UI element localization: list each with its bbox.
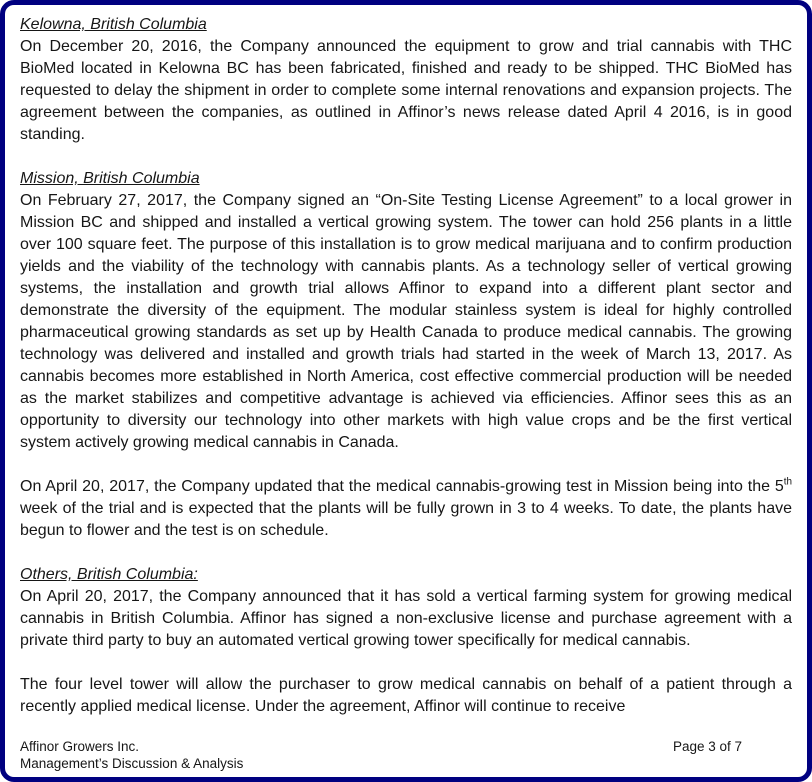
superscript-ordinal: th	[783, 476, 792, 488]
section-mission	[20, 168, 792, 542]
paragraph-mission-2	[20, 476, 792, 542]
page-footer	[20, 734, 792, 772]
paragraph-others-1: On April 20, 2017, the Company announced that it has sold a vertical farming system for growing medical cannabis in British Columbia. Affinor has signed a non-exclusive license and purchase agreement with a private third party to buy an automated vertical growing tower specifically for medical cannabis.	[20, 588, 792, 649]
heading-mission: Mission, British Columbia	[20, 170, 200, 187]
paragraph-others-2: The four level tower will allow the purchaser to grow medical cannabis on behalf of a patient through a recently applied medical license. Under the agreement, Affinor will continue to receive	[20, 676, 792, 715]
footer-document-title: Management’s Discussion & Analysis	[20, 756, 244, 771]
footer-company-name: Affinor Growers Inc.	[20, 739, 140, 754]
heading-kelowna: Kelowna, British Columbia	[20, 16, 207, 33]
document-content	[20, 14, 792, 734]
footer-left	[20, 738, 243, 772]
heading-others: Others, British Columbia:	[20, 566, 198, 583]
paragraph-mission-2-post: week of the trial and is expected that the plants will be fully grown in 3 to 4 weeks. To date, the plants have begun to flower and the test is on schedule.	[20, 500, 792, 539]
footer-page-number: Page 3 of 7	[672, 739, 742, 754]
paragraph-kelowna: On December 20, 2016, the Company announced the equipment to grow and trial cannabis with THC BioMed located in Kelowna BC has been fabricated, finished and ready to be shipped. THC BioMed has requested to delay the shipment in order to complete some internal renovations and expansion projects. The agreement between the companies, as outlined in Affinor’s news release dated April 4 2016, is in good standing.	[20, 38, 792, 143]
section-others	[20, 564, 792, 718]
section-kelowna	[20, 14, 792, 146]
paragraph-mission-2-pre: On April 20, 2017, the Company updated that the medical cannabis-growing test in Mission being into the 5	[20, 478, 784, 495]
paragraph-mission-1: On February 27, 2017, the Company signed an “On-Site Testing License Agreement” to a local grower in Mission BC and shipped and installed a vertical growing system. The tower can hold 256 plants in a little over 100 square feet. The purpose of this installation is to grow medical marijuana and to confirm production yields and the viability of the technology with cannabis plants. As a technology seller of vertical growing systems, the installation and growth trial allows Affinor to expand into a different plant sector and demonstrate the diversity of the equipment. The modular stainless system is ideal for highly controlled pharmaceutical growing standards as set up by Health Canada to produce medical cannabis. The growing technology was delivered and installed and growth trials had started in the week of March 13, 2017. As cannabis becomes more established in North America, cost effective commercial production will be needed as the market stabilizes and competitive advantage is achieved via efficiencies. Affinor sees this as an opportunity to diversity our technology into other markets with high value crops and be the first vertical system actively growing medical cannabis in Canada.	[20, 192, 792, 451]
